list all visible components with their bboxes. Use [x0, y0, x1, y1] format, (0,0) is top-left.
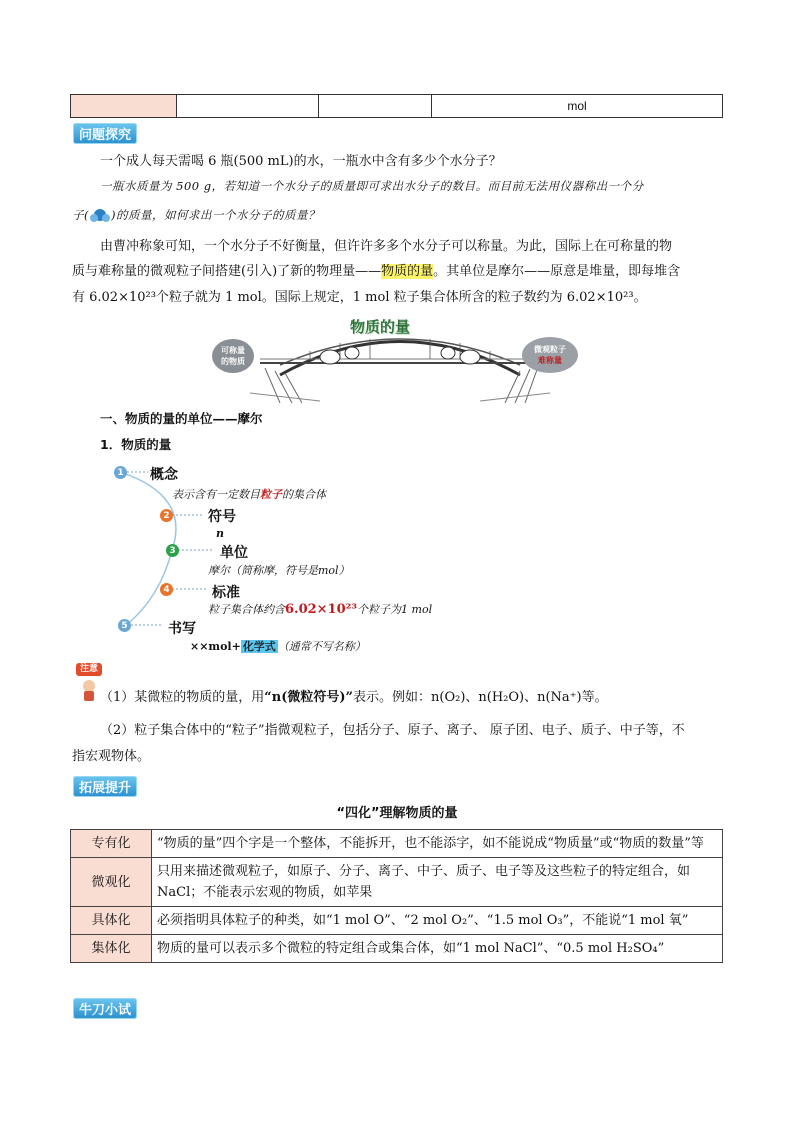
bridge-right-badge — [522, 337, 578, 373]
table-row — [71, 907, 723, 935]
explore-tag: 问题探究 — [73, 123, 137, 144]
bridge-left-label-1: 可称量 — [221, 346, 245, 355]
row-head-2: 微观化 — [71, 858, 152, 907]
extend-tag: 拓展提升 — [73, 776, 137, 797]
mindmap-node-1: 1 — [114, 466, 127, 479]
bridge-left-label-2: 的物质 — [221, 357, 245, 366]
mindmap-detail-2: n — [216, 527, 224, 540]
mindmap — [100, 458, 500, 658]
top-table-cell-2 — [177, 95, 319, 117]
question-text: 一个成人每天需喝 6 瓶(500 mL)的水，一瓶水中含有多少个水分子？ — [100, 154, 502, 169]
mindmap-node-4: 4 — [160, 583, 173, 596]
water-molecule-icon — [89, 207, 111, 223]
row-text-3: 必须指明具体粒子的种类，如“1 mol O”、“2 mol O₂”、“1.5 mol O₃”，不能说“1 mol 氧” — [152, 907, 723, 935]
note-1: （1）某微粒的物质的量，用“n(微粒符号)”表示。例如：n(O₂)、n(H₂O)、n(Na⁺)等。 — [100, 690, 608, 705]
top-table-row — [70, 94, 723, 118]
bridge-title: 物质的量 — [350, 318, 411, 336]
four-table-caption: “四化”理解物质的量 — [336, 806, 458, 821]
mindmap-detail-1: 表示含有一定数目粒子的集合体 — [172, 488, 326, 501]
table-row — [71, 830, 723, 858]
mindmap-title-1: 概念 — [150, 467, 178, 483]
section1-sub: 1．物质的量 — [100, 437, 172, 452]
row-text-4: 物质的量可以表示多个微粒的特定组合或集合体，如“1 mol NaCl”、“0.5 mol H₂SO₄” — [152, 935, 723, 963]
row-head-3: 具体化 — [71, 907, 152, 935]
note-2-line-2: 指宏观物体。 — [72, 749, 151, 764]
mindmap-detail-4: 粒子集合体约含6.02×10²³个粒子为1 mol — [208, 602, 433, 617]
mindmap-detail-5: ××mol+ 化学式 （通常不写名称） — [190, 640, 366, 653]
top-table-cell-4: mol — [567, 99, 587, 113]
bridge-illustration — [220, 313, 580, 403]
top-table-cell-1 — [71, 95, 177, 117]
hand-line-2a: 子( — [72, 208, 89, 222]
table-row — [71, 858, 723, 907]
row-head-1: 专有化 — [71, 830, 152, 858]
four-table — [70, 829, 723, 963]
bridge-right-label-2: 难称量 — [538, 356, 562, 365]
attention-label: 注意 — [76, 663, 102, 676]
mindmap-title-5: 书写 — [168, 621, 196, 637]
para-line-3: 有 6.02×10²³个粒子就为 1 mol。国际上规定，1 mol 粒子集合体所含的粒子数约为 6.02×10²³。 — [72, 290, 647, 305]
section1-heading: 一、物质的量的单位——摩尔 — [100, 411, 263, 426]
mindmap-title-4: 标准 — [212, 585, 240, 601]
note-2-line-1: （2）粒子集合体中的“粒子”指微观粒子，包括分子、原子、离子、 原子团、电子、质子、中子等，不 — [100, 723, 685, 738]
para-line-2 — [72, 261, 680, 283]
row-head-4: 集体化 — [71, 935, 152, 963]
bridge-left-badge — [212, 339, 254, 373]
highlight-amount-of-substance: 物质的量 — [381, 264, 434, 279]
hand-line-2b: )的质量，如何求出一个水分子的质量？ — [111, 208, 320, 222]
hand-line-1: 一瓶水质量为 500 g，若知道一个水分子的质量即可求出水分子的数目。而目前无法用仪器称出一个分 — [100, 179, 644, 193]
top-table-cell-3 — [319, 95, 432, 117]
practice-tag: 牛刀小试 — [73, 998, 137, 1019]
para-line-2b: 。其单位是摩尔——原意是堆量，即每堆含 — [433, 264, 681, 279]
para-line-2a: 质与难称量的微观粒子间搭建(引入)了新的物理量—— — [72, 264, 382, 279]
mindmap-detail-3: 摩尔（简称摩，符号是mol） — [208, 564, 350, 577]
table-row — [71, 935, 723, 963]
mindmap-title-3: 单位 — [220, 545, 248, 561]
row-text-1: “物质的量”四个字是一个整体，不能拆开，也不能添字，如不能说成“物质量”或“物质的数量”等 — [152, 830, 723, 858]
hand-line-2 — [72, 207, 320, 223]
mindmap-node-3: 3 — [166, 544, 179, 557]
mindmap-title-2: 符号 — [208, 509, 236, 525]
para-line-1: 由曹冲称象可知，一个水分子不好衡量，但许许多多个水分子可以称量。为此，国际上在可称量的物 — [100, 239, 673, 254]
attention-icon — [76, 663, 102, 703]
pointing-hand-icon — [76, 676, 102, 702]
mindmap-node-5: 5 — [118, 619, 131, 632]
bridge-right-label-1: 微观粒子 — [534, 345, 566, 354]
mindmap-node-2: 2 — [160, 509, 173, 522]
row-text-2: 只用来描述微观粒子，如原子、分子、离子、中子、质子、电子等及这些粒子的特定组合，如NaCl；不能表示宏观的物质，如苹果 — [152, 858, 723, 907]
